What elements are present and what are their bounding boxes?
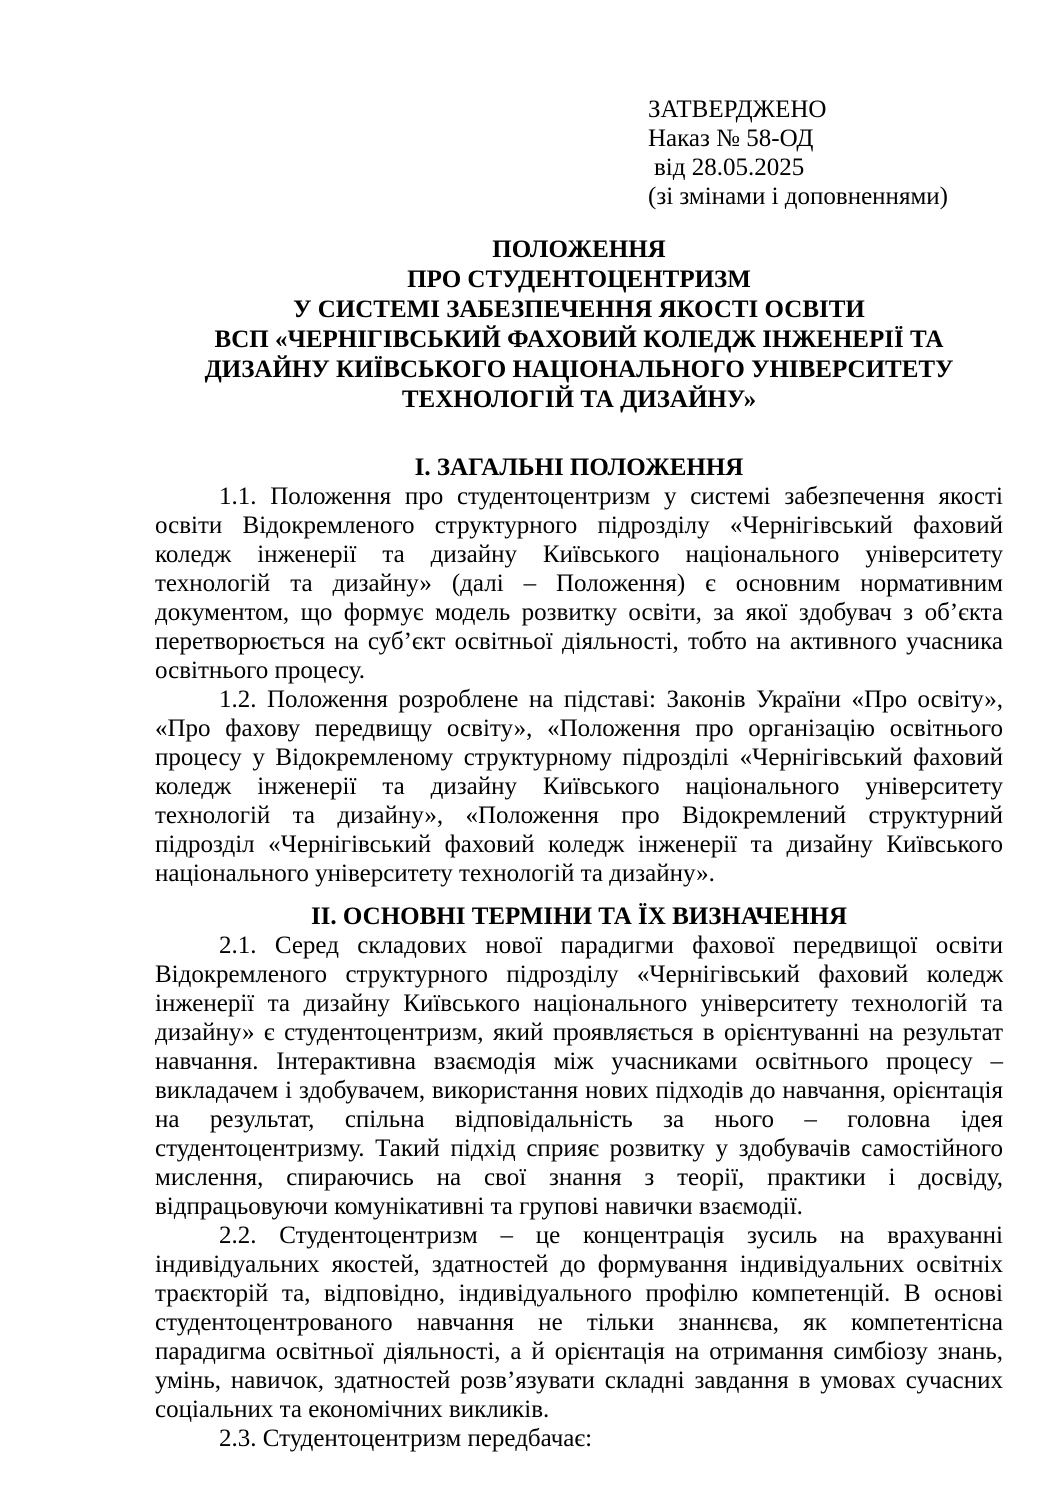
approval-line-order-number: Наказ № 58-ОД xyxy=(648,125,814,152)
section-heading-general-provisions: І. ЗАГАЛЬНІ ПОЛОЖЕННЯ xyxy=(414,454,744,481)
paragraph-2-2: 2.2. Студентоцентризм – це концентрація зусиль на врахуванні індивідуальних якостей, здатностей до формування індивідуальних освітніх траєкторій та, відповідно, індивідуального профілю компетенцій. В основі студентоцентрованого навчання не тільки знаннєва, як компетентісна парадигма освітньої діяльності, а й орієнтація на отримання симбіозу знань, умінь, навичок, здатностей розв’язувати складні завдання в умовах сучасних соціальних та економічних викликів. xyxy=(155,1222,1003,1423)
approval-line-approved: ЗАТВЕРДЖЕНО xyxy=(648,96,827,123)
document-content xyxy=(155,0,1003,1453)
paragraph-1-2: 1.2. Положення розроблене на підставі: Законів України «Про освіту», «Про фахову передвищу освіту», «Положення про організацію освітнього процесу у Відокремленому структурному підрозділі «Чернігівський фаховий коледж інженерії та дизайну Київського національного університету технологій та дизайну», «Положення про Відокремлений структурний підрозділ «Чернігівський фаховий коледж інженерії та дизайну Київського національного університету технологій та дизайну». xyxy=(155,686,1003,887)
title-line: ПРО СТУДЕНТОЦЕНТРИЗМ xyxy=(407,266,751,293)
title-line: У СИСТЕМІ ЗАБЕЗПЕЧЕННЯ ЯКОСТІ ОСВІТИ xyxy=(293,296,865,323)
paragraph-2-3: 2.3. Студентоцентризм передбачає: xyxy=(219,1425,593,1452)
approval-line-order-date: від 28.05.2025 xyxy=(654,154,805,181)
title-line: ТЕХНОЛОГІЙ ТА ДИЗАЙНУ» xyxy=(401,386,757,413)
document-title xyxy=(155,235,1003,415)
section-heading-terms-definitions: ІІ. ОСНОВНІ ТЕРМІНИ ТА ЇХ ВИЗНАЧЕННЯ xyxy=(310,903,848,930)
title-line: ПОЛОЖЕННЯ xyxy=(492,236,666,263)
paragraph-1-1: 1.1. Положення про студентоцентризм у системі забезпечення якості освіти Відокремленого структурного підрозділу «Чернігівський фаховий коледж інженерії та дизайну Київського національного університету технологій та дизайну» (далі – Положення) є основним нормативним документом, що формує модель розвитку освіти, за якої здобувач з об’єкта перетворюється на суб’єкт освітньої діяльності, тобто на активного учасника освітнього процесу. xyxy=(155,483,1003,684)
paragraph-2-1: 2.1. Серед складових нової парадигми фахової передвищої освіти Відокремленого структурного підрозділу «Чернігівський фаховий коледж інженерії та дизайну Київського національного університету технологій та дизайну» є студентоцентризм, який проявляється в орієнтуванні на результат навчання. Інтерактивна взаємодія між учасниками освітнього процесу – викладачем і здобувачем, використання нових підходів до навчання, орієнтація на результат, спільна відповідальність за нього – головна ідея студентоцентризму. Такий підхід сприяє розвитку у здобувачів самостійного мислення, спираючись на свої знання з теорії, практики і досвіду, відпрацьовуючи комунікативні та групові навички взаємодії. xyxy=(155,932,1003,1220)
title-line: ДИЗАЙНУ КИЇВСЬКОГО НАЦІОНАЛЬНОГО УНІВЕРСИТЕТУ xyxy=(204,356,954,383)
approval-line-amendments: (зі змінами і доповненнями) xyxy=(648,183,948,210)
title-line: ВСП «ЧЕРНІГІВСЬКИЙ ФАХОВИЙ КОЛЕДЖ ІНЖЕНЕРІЇ ТА xyxy=(214,326,944,353)
